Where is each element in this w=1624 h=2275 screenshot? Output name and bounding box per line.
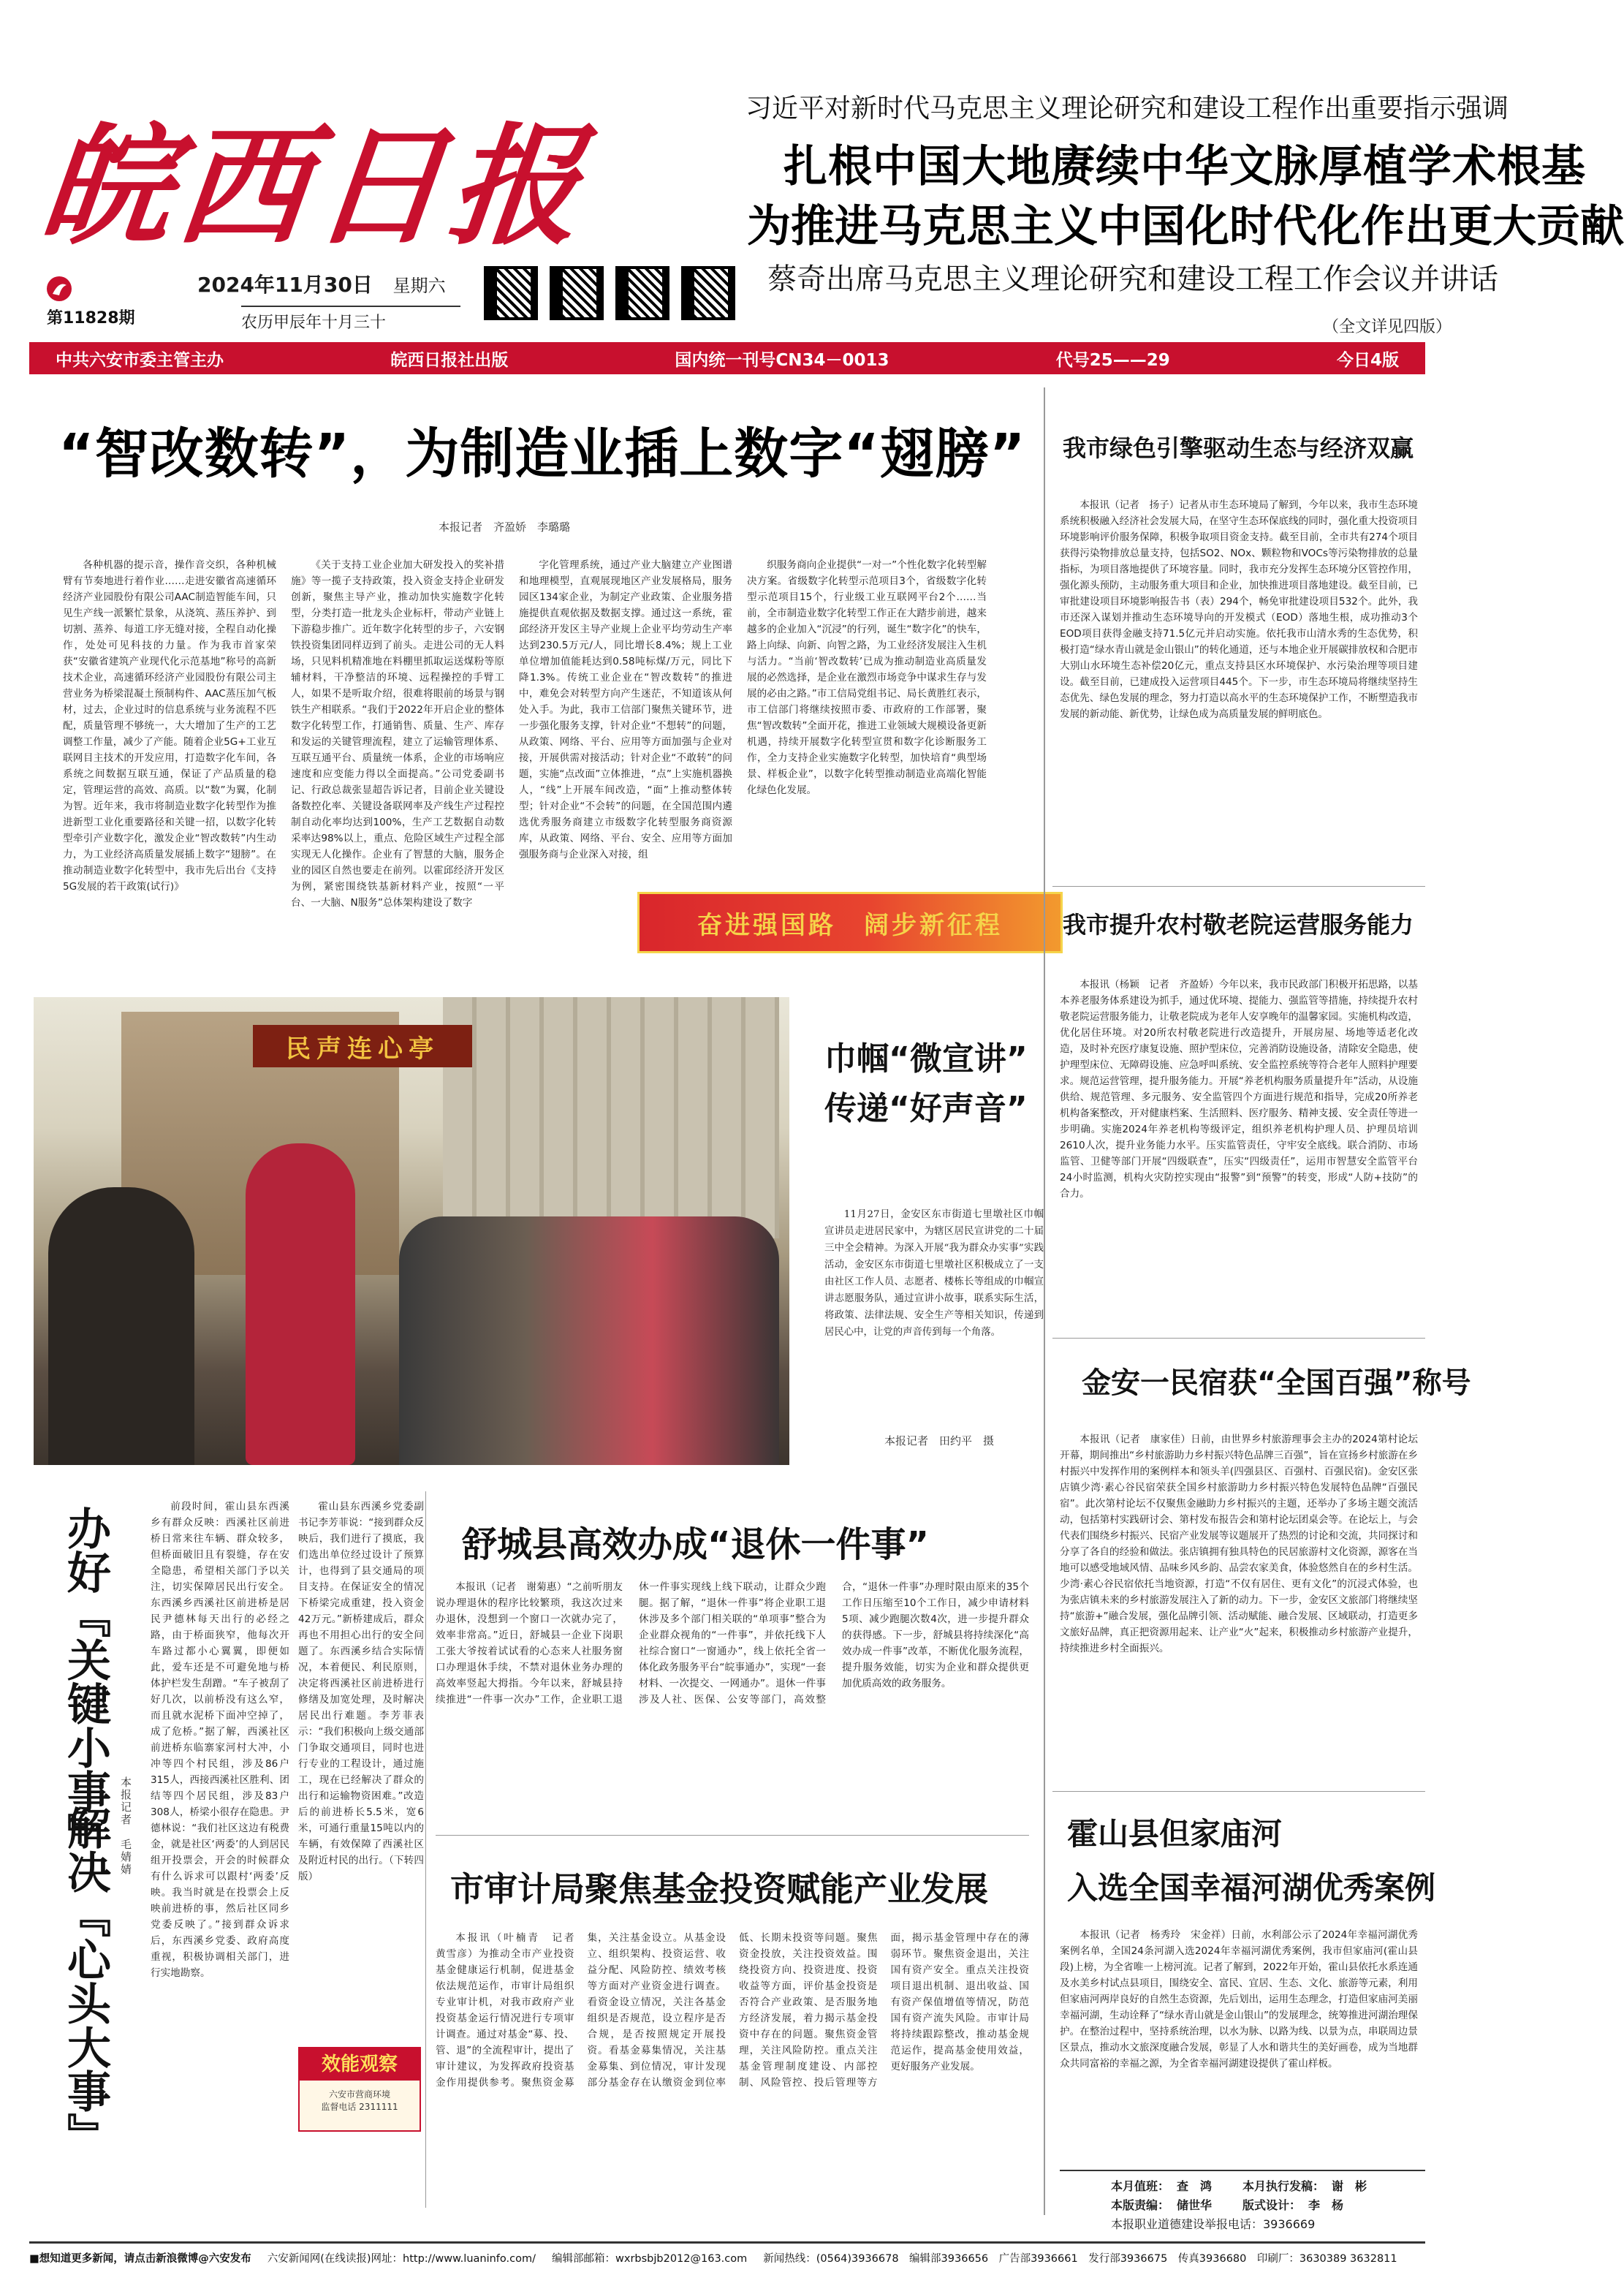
shucheng-title: 舒城县高效办成“退休一件事” [462,1524,930,1565]
top-headline-line-1: 扎根中国大地赓续中华文脉厚植学术根基 [783,141,1586,192]
campaign-banner [637,892,1063,953]
feature-byline: 本报记者 毛婧婧 [119,1776,132,1876]
section-divider [1052,886,1425,887]
campaign-banner-text: 奋进强国路 阔步新征程 [697,910,1003,940]
elderly-care-title: 我市提升农村敬老院运营服务能力 [1063,911,1414,939]
homestay-title: 金安一民宿获“全国百强”称号 [1082,1366,1471,1400]
emblem-icon [47,276,72,301]
qr-code-icon[interactable] [550,266,604,320]
river-body: 本报讯（记者 杨秀玲 宋金祥）日前，水利部公示了2024年幸福河湖优秀案例名单，全国24条河湖入选2024年幸福河湖优秀案例，我市但家庙河(霍山县段)上榜，为全省唯一上榜河流。记者了解到，2022年开始，霍山县依托水系连通及水美乡村试点县项目，围绕安全、富民、宜居、生态、文化、旅游等元素，利用但家庙河两岸良好的自然生态资源，先后划出，运用生态理念，打造但家庙河美丽幸福河湖，生动诠释了“绿水青山就是金山银山”的发展理念，统筹推进河湖治理保护。在整治过程中，坚持系统治理，以水为脉、以路为线、以景为点，串联周边景区景点，推动水文旅深度融合发展，彰显了人水和谐共生的美好画卷，成为当地群众共同富裕的幸福之源，为全省幸福河湖建设提供了霍山样板。 [1060,1929,1418,2070]
layout-designer: 李 杨 [1308,2198,1344,2212]
photo-credit: 本报记者 田约平 摄 [884,1434,995,1447]
photo-title-line-2: 传递“好声音” [824,1090,1028,1127]
ethics-hotline: 本报职业道德建设举报电话：3936669 [1111,2217,1316,2231]
elderly-care-body: 本报讯（杨颖 记者 齐盈娇）今年以来，我市民政部门积极开拓思路，以基本养老服务体系建设为抓手，通过优环境、提能力、强监管等措施，持续提升农村敬老院运营服务能力，让敬老院成为老年人安享晚年的温馨家园。实施机构改造，优化居住环境。对20所农村敬老院进行改造提升，开展房屋、场地等适老化改造，及时补充医疗康复设施、照护型床位，完善消防设施设备，清除安全隐患，使护理型床位、无障碍设施、应急呼叫系统、安全监控系统等符合老年人照料护理要求。规范运营管理，提升服务能力。开展“养老机构服务质量提升年”活动，从设施供给、规范管理、多元服务、安全监管四个方面进行规范和指导，完成20所养老机构备案整改，开对健康档案、生活照料、医疗服务、精神支援、安全责任等进一步明确。实施2024年养老机构等级评定，组织养老机构护理人员、护理员培训2610人次，提升业务能力水平。压实监管责任，守牢安全底线。联合消防、市场监管、卫健等部门开展“四级联查”，压实“四级责任”，运用市智慧安全监管平台24小时监测，机构火灾防控实现由“报警”到“预警”的转变，形成“人防+技防”的合力。 [1060,979,1418,1200]
info-bar [29,342,1425,374]
lead-column-3: 字化管理系统，通过产业大脑建立产业图谱和地理模型，直观展现地区产业发展格局，服务园区134家企业，为制定产业政策、企业服务措施提供直观依据及数据支撑。通过这一系统，霍邱经济开发区主导产业规上企业平均劳动生产率达到230.5万元/人，同比增长8.4%；规上工业单位增加值能耗达到0.58吨标煤/万元，同比下降1.3%。传统工业企业在“智改数转”的推进中，难免会对转型方向产生迷茫，不知道该从何处入手。为此，我市工信部门聚焦关键环节，进一步强化服务支撑，针对企业“不想转”的问题，从政策、网络、平台、应用等方面加强与企业对接，开展供需对接活动；针对企业“不敢转”的问题，实施“点改面”立体推进，“点”上实施机器换人，“线”上开展车间改造，“面”上推动整体转型；针对企业“不会转”的问题，在全国范围内遴选优秀服务商建立市级数字化转型服务商资源库，从政策、网络、平台、安全、应用等方面加强服务商与企业深入对接，组 [519,559,732,860]
green-engine-title: 我市绿色引擎驱动生态与经济双赢 [1063,434,1414,462]
lead-column-2: 《关于支持工业企业加大研发投入的奖补措施》等一揽子支持政策，投入资金支持企业研发创新，聚焦主导产业，推动加快实施数字化转型，分类打造一批龙头企业标杆，带动产业链上下游稳步推广。近年数字化转型的步子，六安钢铁投资集团同样迈到了前头。走进公司的无人料场，只见料机精准地在料棚里抓取运送煤粉等原辅材料，干净整洁的环境、远程操控的手臂工人，如果不是听取介绍，很难将眼前的场景与钢铁生产相联系。“我们于2022年开启企业的整体数字化转型工作，打通销售、质量、生产、库存和发运的关键管理流程，建立了运输管理体系、互联互通平台、质量统一体系，企业的市场响应速度和应变能力得以全面提高。”公司党委副书记、行政总裁张显超告诉记者，目前企业关键设备数控化率、关键设备联网率及产线生产过程控制自动化率均达到100%，生产工艺数据自动数采率达98%以上，重点、危险区域生产过程全部实现无人化操作。企业有了智慧的大脑，服务企业的园区自然也要走在前列。以霍邱经济开发区为例，紧密围绕铁基新材料产业，按照“一平台、一大脑、N服务”总体架构建设了数字 [291,559,504,909]
page-editor: 储世华 [1177,2198,1213,2212]
exec-editor: 谢 彬 [1332,2179,1367,2193]
newspaper-logo: 皖西日报 [34,110,595,262]
editor-info: 本月值班： 查 鸿 本月执行发稿： 谢 彬 本版责编： 储世华 版式设计： 李 杨 本报职业道德建设举报电话：3936669 [1060,2170,1425,2243]
audit-title: 市审计局聚焦基金投资赋能产业发展 [450,1869,988,1909]
lunar-date: 农历甲辰年十月三十 [241,306,460,333]
section-divider [1052,1791,1425,1792]
shucheng-body: 本报讯（记者 谢菊惠）“之前听朋友说办理退休的程序比较繁琐，我这次过来办退休，没想到一个窗口一次就办完了，效率非常高。”近日，舒城县一企业下岗职工张大爷按着试试看的心态来人社服务窗口办理退休手续，不禁对退休业务办理的高效率竖起大拇指。今年以来，舒城县持续推进“一件事一次办”工作，企业职工退休一件事实现线上线下联动，让群众少跑腿。据了解，“退休一件事”将企业职工退休涉及多个部门相关联的“单项事”整合为企业群众视角的“一件事”，并依托线下人社综合窗口“一窗通办”，线上依托全省一体化政务服务平台“皖事通办”，实现“一套材料、一次提交、一网通办”。退休一件事涉及人社、医保、公安等部门，高效整合，“退休一件事”办理时限由原来的35个工作日压缩至10个工作日，减少申请材料5项、减少跑腿次数4次，进一步提升群众的获得感。下一步，舒城县将持续深化“高效办成一件事”改革，不断优化服务流程，提升服务效能，切实为企业和群众提供更加优质高效的政务服务。 [436,1581,1029,1706]
cn-number: 国内统一刊号CN34－0013 [675,350,889,370]
contact-phones: 新闻热线：(0564)3936678 编辑部3936656 广告部3936661 发行部3936675 传真3936680 印刷厂：3630389 3632811 [763,2252,1397,2265]
homestay-body: 本报讯（记者 康家佳）日前，由世界乡村旅游理事会主办的2024第村论坛开幕，期间推出“乡村旅游助力乡村振兴特色品牌三百强”，旨在宣扬乡村旅游在乡村振兴中发挥作用的案例样本和领头羊(四强县区、百强村、百强民宿)。金安区张店镇少湾·素心谷民宿荣获全国乡村旅游助力乡村振兴特色发展特色品牌“百强民宿”。此次第村论坛不仅聚焦金融助力乡村振兴的主题，还举办了多场主题交流活动，包括第村实践研讨会、第村发布报告会和第村论坛团桌会等。在论坛上，与会代表们围绕乡村振兴、民宿产业发展等议题展开了热烈的讨论和交流，共同探讨和分享了各自的经验和做法。张店镇拥有独具特色的民居旅游村文化资源，源客在当地可以感受地域风情、品味乡风乡韵、品尝农家美食，体验悠然自在的乡村生活。少湾·素心谷民宿依托当地资源，打造“不仅有居住、更有文化”的沉浸式体验，也为张店镇未来的乡村旅游发展注入了新的动力。下一步，金安区文旅部门将继续坚持“旅游+”融合发展，强化品牌引领、活动赋能、融合发展、区域联动，打造更多文旅好品牌，真正把资源用起来、让产业“火”起来，积极推动乡村旅游产业提升，持续推进乡村全面振兴。 [1060,1434,1418,1654]
efficiency-ad-title: 效能观察 [300,2048,420,2081]
lead-column-4: 织服务商向企业提供“一对一”个性化数字化转型解决方案。省级数字化转型示范项目3个，省级数字化转型示范项目15个，行业级工业互联网平台2个……当前，全市制造业数字化转型工作正在大踏步前进，越来越多的企业加入“沉浸”的行列，诞生“数字化”的快车，路上向绿、向新、向智之路，为工业经济发展注入生机与活力。“当前‘智改数转’已成为推动制造业高质量发展的必然选择，是企业在激烈市场竞争中谋求生存与发展的必由之路。”市工信局党组书记、局长黄胜红表示，市工信部门将继续按照市委、市政府的工作部署，聚焦“智改数转”全面开花，推进工业领域大规模设备更新机遇，持续开展数字化转型宣贯和数字化诊断服务工作，全力支持企业实施数字化转型，加快培育“典型场景、样板企业”，以数字化转型推动制造业高端化智能化绿色化发展。 [747,559,987,796]
center-articles [436,1491,1035,2208]
lead-article [29,380,1031,994]
feature-article [29,1491,424,2208]
audit-body: 本报讯（叶楠青 记者 黄雪彦）为推动全市产业投资基金健康运行机制，促进基金依法规范运作，市审计局组织专业审计机，对我市政府产业投资基金运行情况进行专项审计调查。通过对基金“募、投、管、退”的全流程审计，提出了审计建议，为发挥政府投资基金作用提供参考。聚焦资金募集，关注基金设立。从基金设立、组织架构、投资运营、收益分配、风险防控、绩效考核等方面对产业资金进行调查。看资金设立情况，关注各基金组织是否规范，设立程序是否合规，是否按照规定开展投资。看基金募集情况，关注基金募集、到位情况，审计发现部分基金存在认缴资金到位率低、长期未投资等问题。聚焦资金投放，关注投资效益。围绕投资方向、投资进度、投资收益等方面，评价基金投资是否符合产业政策、是否服务地方经济发展，着力揭示基金投资中存在的问题。聚焦资金管理，关注风险防控。重点关注基金管理制度建设、内部控制、风险管控、投后管理等方面，揭示基金管理中存在的薄弱环节。聚焦资金退出，关注国有资产安全。重点关注投资项目退出机制、退出收益、国有资产保值增值等情况，防范国有资产流失风险。市审计局将持续跟踪整改，推动基金规范运作，提高基金使用效益，更好服务产业发展。 [436,1932,1029,2089]
duty-editor: 查 鸿 [1177,2179,1213,2193]
issue-weekday: 星期六 [392,276,446,296]
section-divider [1052,1338,1425,1339]
right-column [1052,395,1471,2222]
lead-byline: 本报记者 齐盈娇 李璐璐 [439,521,571,534]
issue-date: 2024年11月30日 [197,273,373,297]
top-headline-line-2: 为推进马克思主义中国化时代化作出更大贡献 [747,201,1624,252]
feature-column-1: 前段时间，霍山县东西溪乡有群众反映：西溪社区前进桥日常来往车辆、群众较多，但桥面破旧且有裂缝，存在安全隐患，希望相关部门予以关注，切实保障居民出行安全。东西溪乡西溪社区前进桥是居民尹德林每天出行的必经之路，由于桥面狭窄，他每次开车路过都小心翼翼，即便如此，爱车还是不可避免地与桥体护栏发生刮蹭。“车子被刮了好几次，以前桥没有这么窄，而且就水泥桥下面冲空掉了，成了危桥。”据了解，西溪社区前进桥东临寨家河村大冲，小冲等四个村民组，涉及86户315人，西接西溪社区胜利、团结等四个居民组，涉及83户308人，桥梁小很存在隐患。尹德林说：“我们社区这边有税费金，就是社区‘两委’的人到居民组开投票会，开会的时候群众有什么诉求可以跟村‘两委’反映。我当时就是在投票会上反映前进桥的事，然后社区同乡党委反映了。”接到群众诉求后，东西溪乡党委、政府高度重视，积极协调相关部门，进行实地勘察。 [151,1501,289,1979]
photo-title-line-1: 巾帼“微宣讲” [824,1040,1028,1078]
weibo-notice: ■想知道更多新闻，请点击新浪微博@六安发布 [29,2252,251,2265]
feature-title-2: 解决『心头大事』 [60,1806,111,2157]
photo-caption: 11月27日，金安区东市街道七里墩社区巾帼宣讲员走进居民家中，为辖区居民宣讲党的二十届三中全会精神。为深入开展“我为群众办实事”实践活动，金安区东市街道七里墩社区积极成立了一支由社区工作人员、志愿者、楼栋长等组成的巾帼宣讲志愿服务队，通过宣讲小故事，联系实际生活，将政策、法律法规、安全生产等相关知识，传递到居民心中，让党的声音传到每一个角落。 [824,1209,1044,1338]
website-link[interactable]: 六安新闻网(在线读报)网址：http://www.luaninfo.com/ [267,2252,536,2265]
column-divider [1044,387,1045,2215]
qr-code-icon[interactable] [681,266,735,320]
news-photo [34,997,789,1465]
efficiency-ad[interactable] [298,2047,421,2132]
publisher: 皖西日报社出版 [390,350,509,370]
green-engine-body: 本报讯（记者 扬子）记者从市生态环境局了解到，今年以来，我市生态环境系统积极融入经济社会发展大局，在坚守生态环保底线的同时，强化重大投资项目环境影响评价服务保障，积极争取项目资金支持。截至目前，全市共有274个项目获得污染物排放总量支持，包括SO2、NOx、颗粒物和VOCs等污染物排放的总量指标，为项目落地提供了环境容量。同时，我市充分发挥生态环境分区管控作用，强化源头预防，主动服务重大项目和企业，加快推进项目落地建设。截至目前，已审批建设项目环境影响报告书（表）294个，畅免审批建设项目532个。此外，我市还深入谋划并推动生态环境导向的开发模式（EOD）落地生根，成功推动3个EOD项目获得金融支持71.5亿元并启动实施。依托我市山清水秀的生态优势，积极打造“绿水青山就是金山银山”的转化通道，还与本地企业开展碳排放权和合肥市大别山水环境生态补偿20亿元，重点支持县区水环境保护、水污染治理等项目建设。截至目前，已建成投入运营项目445个。下一步，市生态环境局将继续坚持生态优先、绿色发展的理念，努力打造以高水平的生态环境保护工作，不断塑造我市发展的新动能、新优势，让绿色成为高质量发展的鲜明底色。 [1060,499,1418,720]
river-title-2: 入选全国幸福河湖优秀案例 [1067,1870,1436,1906]
qr-code-icon[interactable] [615,266,669,320]
section-divider [436,1835,1029,1836]
photo-story [29,994,1044,1477]
postal-code: 代号25——29 [1055,350,1170,370]
efficiency-ad-subtitle: 六安市营商环境 监督电话 2311111 [321,2089,398,2112]
page-count: 今日4版 [1336,350,1399,370]
feature-title-1: 办好『关键小事』 [60,1506,111,1857]
editorial-email[interactable]: 编辑部邮箱：wxrbsbjb2012@163.com [552,2252,748,2265]
river-title-1: 霍山县但家庙河 [1067,1816,1283,1852]
feature-column-2: 霍山县东西溪乡党委副书记李芳菲说：“接到群众反映后，我们进行了摸底，我们选出单位经过设计了预算计，也得到了县交通局的项目支持。在保证安全的情况下桥梁完成重建，投入资金42万元。”新桥建成后，群众再也不用担心出行的安全问题了。东西溪乡结合实际情况，本着便民、利民原则，决定将西溪社区前进桥进行修缮及加宽处理，及时解决居民出行难题。李芳菲表示：“我们积极向上级交通部门争取交通项目，同时也进行专业的工程设计，通过施工，现在已经解决了群众的出行和运输物资困难。”改造后的前进桥长5.5米，宽6米，可通行重量15吨以内的车辆，有效保障了西溪社区及附近村民的出行。（下转四版） [298,1501,424,1882]
top-headline-line-3: 蔡奇出席马克思主义理论研究和建设工程工作会议并讲话 [767,262,1498,296]
bottom-rule [29,2241,1425,2244]
qr-code-icon[interactable] [484,266,538,320]
bottom-bar [29,2246,1425,2269]
top-headline-sub: 习近平对新时代马克思主义理论研究和建设工程作出重要指示强调 [745,94,1509,124]
column-divider [425,1491,426,2208]
issue-number: 第11828期 [47,309,135,328]
date-line [197,269,446,298]
top-headline-note: （全文详见四版） [1323,318,1452,336]
lead-column-1: 各种机器的提示音，操作音交织，各种机械臂有节奏地进行着作业……走进安徽省高速循环经济产业园股份有限公司AAC制造智能车间，只见生产线一派繁忙景象，从浇筑、蒸压养护、到切割、蒸养、每道工序无缝对接，全程自动化操作，处处可见科技的力量。作为我市首家荣获“安徽省建筑产业现代化示范基地”称号的高新技术企业，高速循环经济产业园股份有限公司主营业务为桥梁混凝土预制构件、AAC蒸压加气板材，过去，企业过时的信息系统与业务流程不匹配，质量管理不够统一，大大增加了生产的工艺调整工作量，减少了产能。随着企业5G+工业互联网目主技术的开发应用，打造数字化车间，各系统之间数据互联互通，保证了产品质量的稳定，管理运营的高效、高质。以“数”为翼，化制为智。近年来，我市将制造业数字化转型作为推进新型工业化重要路径和关键一招，以数字化转型牵引产业数字化，激发企业“智改数转”内生动力，为工业经济高质量发展插上数字“翅膀”。在推动制造业数字化转型中，我市先后出台《支持5G发展的若干政策(试行)》 [63,559,276,893]
pavilion-sign: 民声连心亭 [253,1025,472,1067]
sponsor: 中共六安市委主管主办 [56,350,224,370]
masthead [0,0,1624,344]
lead-title: “智改数转”，为制造业插上数字“翅膀” [58,423,1026,485]
